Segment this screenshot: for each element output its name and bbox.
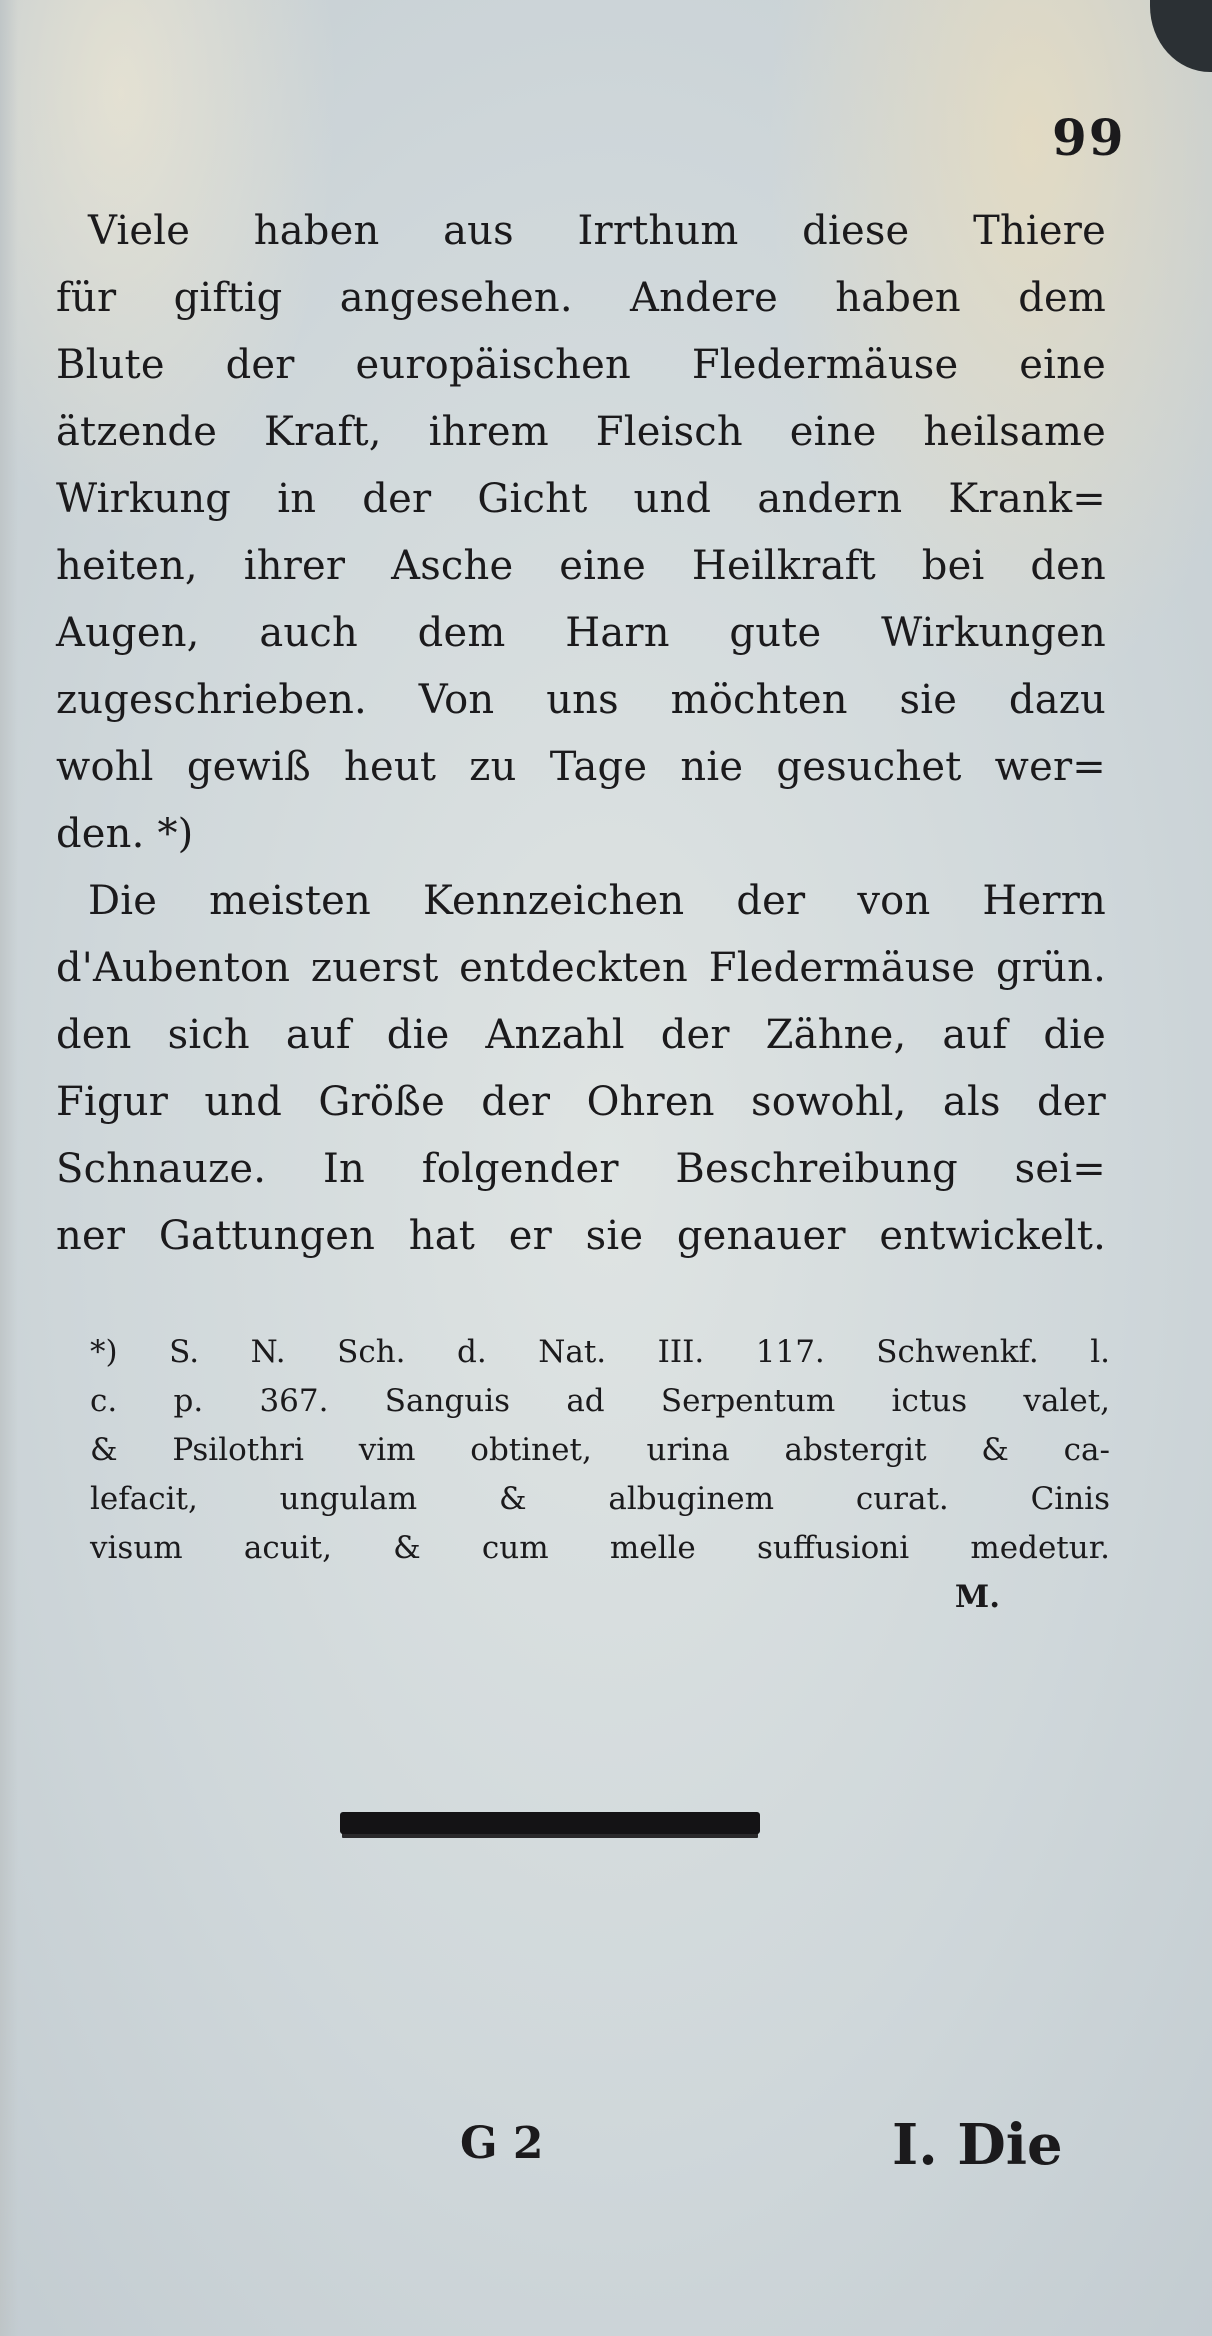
- text-line: für giftig angesehen. Andere haben dem: [56, 275, 1106, 321]
- text-line: Die meisten Kennzeichen der von Herrn: [88, 878, 1106, 924]
- text-line: den. *): [56, 811, 194, 857]
- text-line: ner Gattungen hat er sie genauer entwickelt.: [56, 1213, 1106, 1259]
- text-line: heiten, ihrer Asche eine Heilkraft bei den: [56, 543, 1106, 589]
- footnote-line: c. p. 367. Sanguis ad Serpentum ictus valet,: [90, 1383, 1110, 1419]
- footnote-line: *) S. N. Sch. d. Nat. III. 117. Schwenkf. l.: [90, 1334, 1110, 1370]
- signature-mark: G 2: [460, 2118, 544, 2169]
- text-line: Blute der europäischen Fledermäuse eine: [56, 342, 1106, 388]
- text-line: den sich auf die Anzahl der Zähne, auf die: [56, 1012, 1106, 1058]
- footnote: [90, 1328, 1110, 1622]
- footnote-line: visum acuit, & cum melle suffusioni medetur.: [90, 1530, 1110, 1566]
- text-line: Wirkung in der Gicht und andern Krank=: [56, 476, 1106, 522]
- text-line: ätzende Kraft, ihrem Fleisch eine heilsame: [56, 409, 1106, 455]
- text-line: Viele haben aus Irrthum diese Thiere: [88, 208, 1106, 254]
- text-line: wohl gewiß heut zu Tage nie gesuchet wer=: [56, 744, 1106, 790]
- catchword: I. Die: [892, 2112, 1063, 2178]
- text-line: Augen, auch dem Harn gute Wirkungen: [56, 610, 1106, 656]
- text-line: zugeschrieben. Von uns möchten sie dazu: [56, 677, 1106, 723]
- text-line: Figur und Größe der Ohren sowohl, als der: [56, 1079, 1106, 1125]
- footnote-signature: M.: [954, 1579, 1000, 1615]
- text-line: Schnauze. In folgender Beschreibung sei=: [56, 1146, 1106, 1192]
- footnote-line: lefacit, ungulam & albuginem curat. Cinis: [90, 1481, 1110, 1517]
- page-number: 99: [1052, 108, 1126, 167]
- section-divider-rule: [340, 1812, 760, 1834]
- text-line: d'Aubenton zuerst entdeckten Fledermäuse grün.: [56, 945, 1106, 991]
- main-text-block: [56, 198, 1106, 1270]
- page-gutter-shadow: [0, 0, 18, 2336]
- footnote-line: & Psilothri vim obtinet, urina abstergit & ca-: [90, 1432, 1110, 1468]
- torn-page-corner: [1150, 0, 1212, 72]
